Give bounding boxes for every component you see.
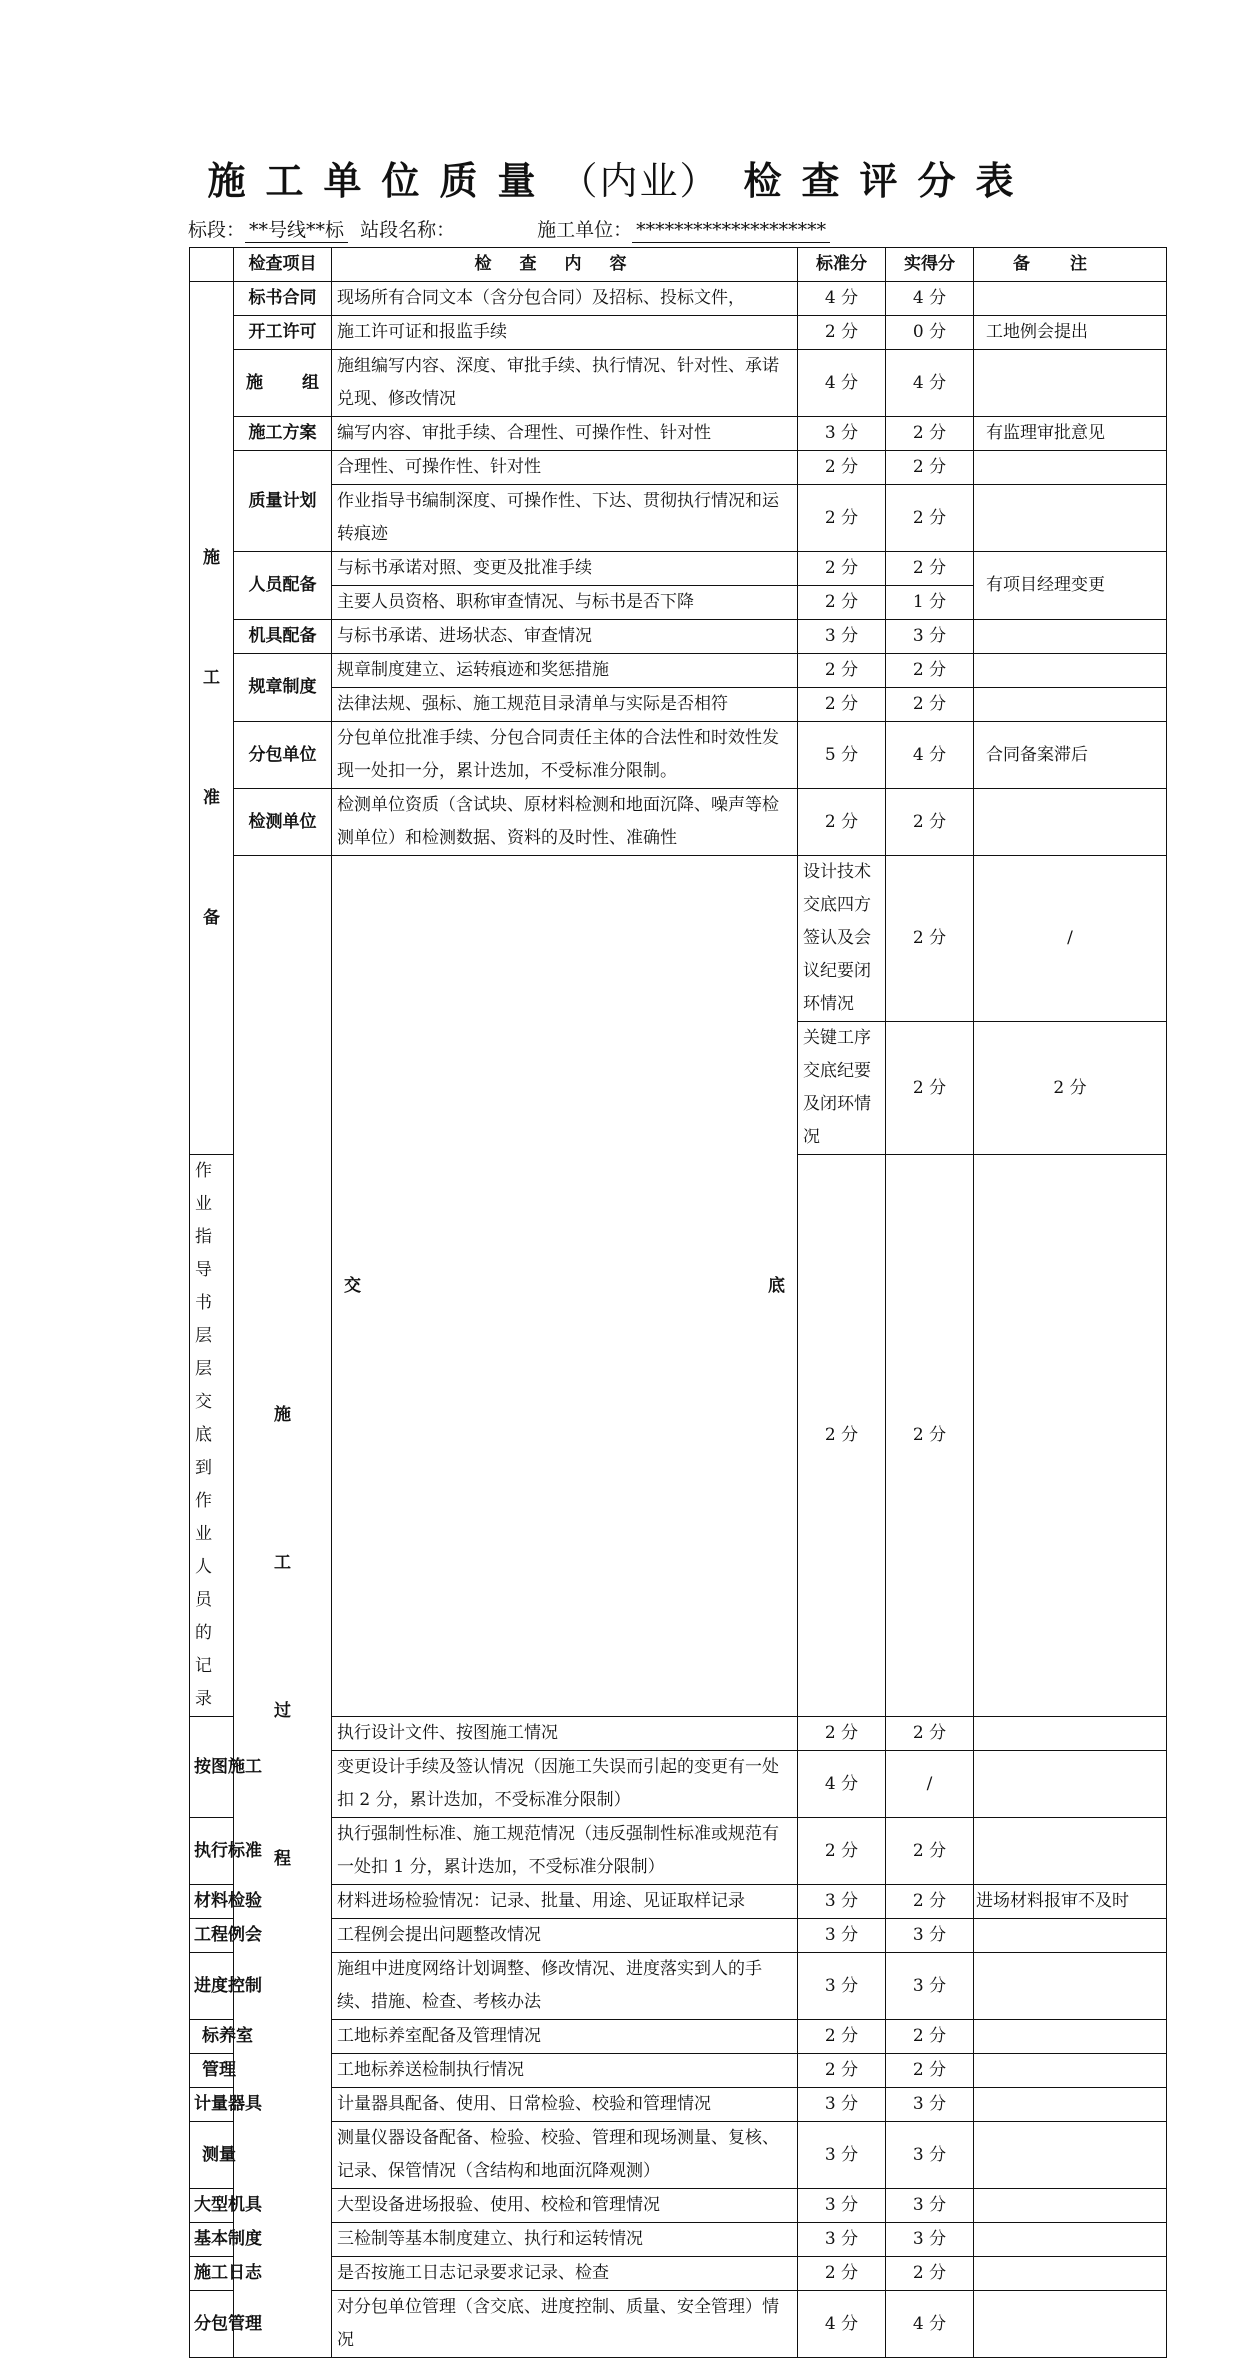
actual-score: 3 分 <box>886 2122 974 2189</box>
actual-score: 2 分 <box>886 552 974 586</box>
item-label: 施工方案 <box>234 417 332 451</box>
header-standard: 标准分 <box>798 248 886 282</box>
remark-cell <box>974 2257 1167 2291</box>
actual-score: 3 分 <box>886 2088 974 2122</box>
standard-score: 3 分 <box>798 2088 886 2122</box>
standard-score: 2 分 <box>798 2020 886 2054</box>
table-row <box>190 1717 1167 1751</box>
standard-score: 4 分 <box>798 2291 886 2358</box>
remark-cell <box>974 2122 1167 2189</box>
remark-cell <box>974 620 1167 654</box>
remark-cell: 进场材料报审不及时 <box>974 1885 1167 1919</box>
content-cell: 大型设备进场报验、使用、校检和管理情况 <box>332 2189 798 2223</box>
content-cell: 检测单位资质（含试块、原材料检测和地面沉降、噪声等检测单位）和检测数据、资料的及时性、准确性 <box>332 789 798 856</box>
actual-score: 2 分 <box>886 451 974 485</box>
content-cell: 施组编写内容、深度、审批手续、执行情况、针对性、承诺兑现、修改情况 <box>332 350 798 417</box>
actual-score: 2 分 <box>886 688 974 722</box>
section-process: 施 工 过 程 <box>234 856 332 2358</box>
item-label: 标养室 <box>190 2020 234 2054</box>
item-label: 基本制度 <box>190 2223 234 2257</box>
standard-score: 2 分 <box>798 485 886 552</box>
remark-cell <box>974 1919 1167 1953</box>
remark-cell <box>974 1155 1167 1717</box>
content-cell: 对分包单位管理（含交底、进度控制、质量、安全管理）情况 <box>332 2291 798 2358</box>
standard-score: 4 分 <box>798 350 886 417</box>
table-row <box>190 316 1167 350</box>
table-row <box>190 654 1167 688</box>
content-cell: 作业指导书层层交底到作业人员的记录 <box>190 1155 234 1717</box>
content-cell: 材料进场检验情况：记录、批量、用途、见证取样记录 <box>332 1885 798 1919</box>
table-row <box>190 1818 1167 1885</box>
content-cell: 规章制度建立、运转痕迹和奖惩措施 <box>332 654 798 688</box>
actual-score: 1 分 <box>886 586 974 620</box>
item-label: 施组 <box>234 350 332 417</box>
content-cell: 工地标养室配备及管理情况 <box>332 2020 798 2054</box>
standard-score: 2 分 <box>798 1717 886 1751</box>
standard-score: 2 分 <box>798 2054 886 2088</box>
table-row <box>190 722 1167 789</box>
table-header-row <box>190 248 1167 282</box>
content-cell: 与标书承诺对照、变更及批准手续 <box>332 552 798 586</box>
item-label: 规章制度 <box>234 654 332 722</box>
remark-cell <box>974 1717 1167 1751</box>
item-label: 计量器具 <box>190 2088 234 2122</box>
section-prep: 施 工 准 备 <box>190 282 234 1155</box>
content-cell: 主要人员资格、职称审查情况、与标书是否下降 <box>332 586 798 620</box>
content-cell: 设计技术交底四方签认及会议纪要闭环情况 <box>798 856 886 1022</box>
remark-cell <box>974 1953 1167 2020</box>
table-row <box>190 485 1167 552</box>
standard-score: 3 分 <box>798 2122 886 2189</box>
actual-score: 4 分 <box>886 2291 974 2358</box>
actual-score: 2 分 <box>886 789 974 856</box>
actual-score: 3 分 <box>886 1953 974 2020</box>
header-info <box>188 216 830 244</box>
content-cell: 工程例会提出问题整改情况 <box>332 1919 798 1953</box>
content-cell: 测量仪器设备配备、检验、校验、管理和现场测量、复核、记录、保管情况（含结构和地面沉降观测） <box>332 2122 798 2189</box>
station-label: 站段名称： <box>360 219 456 241</box>
standard-score: 2 分 <box>886 1022 974 1155</box>
content-cell: 编写内容、审批手续、合理性、可操作性、针对性 <box>332 417 798 451</box>
table-row <box>190 2223 1167 2257</box>
header-remark: 备注 <box>974 248 1167 282</box>
standard-score: 5 分 <box>798 722 886 789</box>
item-label: 大型机具 <box>190 2189 234 2223</box>
table-row <box>190 2088 1167 2122</box>
table-row <box>190 2020 1167 2054</box>
standard-score: 2 分 <box>798 316 886 350</box>
item-label: 人员配备 <box>234 552 332 620</box>
actual-score: 4 分 <box>886 350 974 417</box>
unit-value: ******************** <box>632 218 830 243</box>
content-cell: 合理性、可操作性、针对性 <box>332 451 798 485</box>
item-label: 分包单位 <box>234 722 332 789</box>
item-label: 检测单位 <box>234 789 332 856</box>
unit-label: 施工单位： <box>537 219 633 241</box>
standard-score: 2 分 <box>798 789 886 856</box>
remark-cell <box>974 1818 1167 1885</box>
header-item: 检查项目 <box>234 248 332 282</box>
page-title <box>0 156 1241 206</box>
standard-score: 2 分 <box>798 1155 886 1717</box>
table-row <box>190 1751 1167 1818</box>
table-row <box>190 1919 1167 1953</box>
standard-score: 3 分 <box>798 1953 886 2020</box>
remark-cell <box>974 2020 1167 2054</box>
content-cell: 工地标养送检制执行情况 <box>332 2054 798 2088</box>
standard-score: 3 分 <box>798 417 886 451</box>
standard-score: 2 分 <box>798 688 886 722</box>
table-row <box>190 2054 1167 2088</box>
actual-score: 2 分 <box>886 2054 974 2088</box>
header-blank <box>190 248 234 282</box>
actual-score: / <box>974 856 1167 1022</box>
remark-cell: 工地例会提出 <box>974 316 1167 350</box>
table-row <box>190 451 1167 485</box>
title-sub: （内业） <box>559 159 720 203</box>
header-content: 检查内容 <box>332 248 798 282</box>
table-row <box>190 2189 1167 2223</box>
title-main: 施工单位质量 <box>207 158 556 203</box>
actual-score: 3 分 <box>886 2189 974 2223</box>
item-label: 标书合同 <box>234 282 332 316</box>
remark-cell <box>974 2054 1167 2088</box>
table-row <box>190 620 1167 654</box>
actual-score: 4 分 <box>886 282 974 316</box>
actual-score: 0 分 <box>886 316 974 350</box>
content-cell: 计量器具配备、使用、日常检验、校验和管理情况 <box>332 2088 798 2122</box>
table-row <box>190 552 1167 586</box>
table-row <box>190 282 1167 316</box>
table-row <box>190 1885 1167 1919</box>
table-row <box>190 350 1167 417</box>
header-actual: 实得分 <box>886 248 974 282</box>
content-cell: 现场所有合同文本（含分包合同）及招标、投标文件， <box>332 282 798 316</box>
item-label: 交底 <box>332 856 798 1717</box>
standard-score: 4 分 <box>798 282 886 316</box>
actual-score: 3 分 <box>886 2223 974 2257</box>
table-row <box>190 417 1167 451</box>
remark-cell <box>974 1751 1167 1818</box>
remark-cell <box>974 451 1167 485</box>
actual-score: 4 分 <box>886 722 974 789</box>
actual-score: / <box>886 1751 974 1818</box>
item-label: 质量计划 <box>234 451 332 552</box>
actual-score: 2 分 <box>886 654 974 688</box>
standard-score: 2 分 <box>798 586 886 620</box>
content-cell: 变更设计手续及签认情况（因施工失误而引起的变更有一处扣 2 分，累计迭加，不受标准分限制） <box>332 1751 798 1818</box>
table-row <box>190 789 1167 856</box>
standard-score: 2 分 <box>798 654 886 688</box>
remark-cell <box>974 654 1167 688</box>
content-cell: 法律法规、强标、施工规范目录清单与实际是否相符 <box>332 688 798 722</box>
table-row <box>190 1953 1167 2020</box>
remark-cell <box>974 2291 1167 2358</box>
standard-score: 3 分 <box>798 2189 886 2223</box>
content-cell: 作业指导书编制深度、可操作性、下达、贯彻执行情况和运转痕迹 <box>332 485 798 552</box>
table-row <box>190 856 1167 1022</box>
actual-score: 2 分 <box>886 1885 974 1919</box>
actual-score: 2 分 <box>974 1022 1167 1155</box>
remark-cell <box>974 2088 1167 2122</box>
content-cell: 执行设计文件、按图施工情况 <box>332 1717 798 1751</box>
item-label: 进度控制 <box>190 1953 234 2020</box>
table-row <box>190 2122 1167 2189</box>
standard-score: 2 分 <box>798 1818 886 1885</box>
item-label: 开工许可 <box>234 316 332 350</box>
remark-cell <box>974 688 1167 722</box>
standard-score: 3 分 <box>798 2223 886 2257</box>
remark-cell <box>974 485 1167 552</box>
remark-cell <box>974 350 1167 417</box>
section-value: **号线**标 <box>245 218 348 243</box>
remark-cell <box>974 2223 1167 2257</box>
standard-score: 3 分 <box>798 1919 886 1953</box>
actual-score: 3 分 <box>886 1919 974 1953</box>
item-label: 机具配备 <box>234 620 332 654</box>
actual-score: 2 分 <box>886 1717 974 1751</box>
title-end: 检查评分表 <box>743 158 1034 203</box>
actual-score: 2 分 <box>886 2020 974 2054</box>
item-label: 工程例会 <box>190 1919 234 1953</box>
content-cell: 分包单位批准手续、分包合同责任主体的合法性和时效性发现一处扣一分，累计迭加，不受标准分限制。 <box>332 722 798 789</box>
item-label: 材料检验 <box>190 1885 234 1919</box>
standard-score: 2 分 <box>798 2257 886 2291</box>
remark-cell <box>974 789 1167 856</box>
actual-score: 2 分 <box>886 485 974 552</box>
table-row <box>190 2257 1167 2291</box>
item-label: 管理 <box>190 2054 234 2088</box>
standard-score: 3 分 <box>798 1885 886 1919</box>
content-cell: 三检制等基本制度建立、执行和运转情况 <box>332 2223 798 2257</box>
actual-score: 2 分 <box>886 1155 974 1717</box>
standard-score: 4 分 <box>798 1751 886 1818</box>
standard-score: 2 分 <box>798 451 886 485</box>
standard-score: 2 分 <box>886 856 974 1022</box>
standard-score: 2 分 <box>798 552 886 586</box>
item-label: 执行标准 <box>190 1818 234 1885</box>
content-cell: 施工许可证和报监手续 <box>332 316 798 350</box>
actual-score: 2 分 <box>886 1818 974 1885</box>
actual-score: 2 分 <box>886 2257 974 2291</box>
remark-cell <box>974 2189 1167 2223</box>
score-table <box>189 247 1167 2358</box>
content-cell: 执行强制性标准、施工规范情况（违反强制性标准或规范有一处扣 1 分，累计迭加，不受标准分限制） <box>332 1818 798 1885</box>
section-label: 标段： <box>188 219 246 241</box>
actual-score: 3 分 <box>886 620 974 654</box>
item-label: 测量 <box>190 2122 234 2189</box>
item-label: 按图施工 <box>190 1717 234 1818</box>
item-label: 分包管理 <box>190 2291 234 2358</box>
remark-cell <box>974 282 1167 316</box>
table-row <box>190 2291 1167 2358</box>
content-cell: 与标书承诺、进场状态、审查情况 <box>332 620 798 654</box>
actual-score: 2 分 <box>886 417 974 451</box>
table-row <box>190 688 1167 722</box>
remark-cell: 有项目经理变更 <box>974 552 1167 620</box>
standard-score: 3 分 <box>798 620 886 654</box>
content-cell: 关键工序交底纪要及闭环情况 <box>798 1022 886 1155</box>
remark-cell: 合同备案滞后 <box>974 722 1167 789</box>
content-cell: 是否按施工日志记录要求记录、检查 <box>332 2257 798 2291</box>
item-label: 施工日志 <box>190 2257 234 2291</box>
content-cell: 施组中进度网络计划调整、修改情况、进度落实到人的手续、措施、检查、考核办法 <box>332 1953 798 2020</box>
remark-cell: 有监理审批意见 <box>974 417 1167 451</box>
